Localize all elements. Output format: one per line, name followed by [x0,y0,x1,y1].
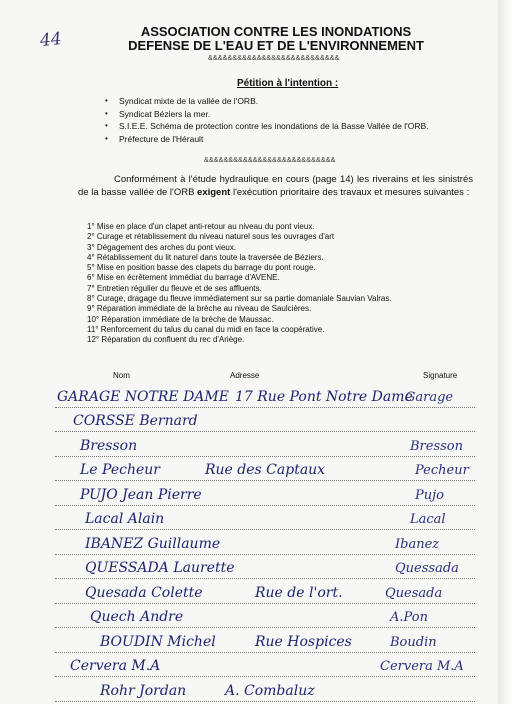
recipient-item: • Syndicat Béziers la mer. [105,108,429,121]
signer-name: Quesada Colette [85,584,203,601]
association-title: ASSOCIATION CONTRE LES INONDATIONS [140,24,412,39]
demand-item: 10° Réparation immédiate de la brèche de Maussac. [87,314,274,324]
signer-name: PUJO Jean Pierre [80,486,202,503]
signer-address: Rue de l'ort. [255,584,343,601]
recipient-item: • Préfecture de l'Hérault [105,133,429,146]
signature-table [55,383,475,702]
recipient-list [105,95,429,145]
demand-item: 2° Curage et rétablissement du niveau naturel sous les ouvrages d'art [87,232,335,242]
signer-name: IBANEZ Guillaume [85,535,221,552]
demand-item: 12° Réparation du confluent du rec d'Ariège. [87,335,245,345]
intro-text: Conformément à l'étude hydraulique en cours (page 14) les riverains et les sinistrés de la basse vallée de l'ORB [78,174,473,198]
signer-signature: A.Pon [390,610,428,625]
signer-row [55,555,475,580]
signer-row [55,457,475,482]
signer-signature: Boudin [390,634,437,650]
demand-item: 4° Rétablissement du lit naturel dans toute la traversée de Béziers. [87,252,324,262]
signer-row [55,506,475,531]
signer-name: Bresson [80,437,138,454]
section-separator: &&&&&&&&&&&&&&&&&&&&&&&&&&& [204,157,336,164]
intro-emphasis: exigent [197,187,231,198]
petition-intro [78,173,473,199]
demand-item: 6° Mise en écrêtement immédiat du barrage d'AVENE. [87,273,280,283]
column-header-nom: Nom [113,371,130,380]
signer-row [55,579,475,604]
signer-row [55,604,475,629]
demand-item: 11° Renforcement du talus du canal du midi en face la coopérative. [87,324,325,334]
demand-item: 3° Dégagement des arches du pont vieux. [87,242,237,252]
signer-signature: Ibanez [395,536,440,552]
signer-name: Lacal Alain [85,511,165,527]
signer-row [55,677,475,702]
signer-signature: Cervera M.A [380,659,464,674]
signer-signature: Pujo [415,487,444,503]
signer-name: BOUDIN Michel [100,633,216,650]
signer-row [55,383,475,408]
demand-item: 9° Réparation immédiate de la brèche au niveau de Saulcières. [87,304,312,314]
association-subtitle: DEFENSE DE L'EAU ET DE L'ENVIRONNEMENT [128,38,424,53]
demand-item: 5° Mise en position basse des clapets du barrage du pont rouge. [87,263,316,273]
demand-item: 1° Mise en place d'un clapet anti-retour au niveau du pont vieux. [87,222,315,231]
recipient-item: • Syndicat mixte de la vallée de l'ORB. [105,95,429,108]
demand-list [87,222,392,346]
scan-edge-shadow [498,0,512,704]
signer-signature: Bresson [410,438,464,454]
signer-name: Cervera M.A [70,658,161,674]
signer-name: Rohr Jordan [100,682,187,699]
signer-name: CORSSE Bernard [73,413,198,429]
signer-address: 17 Rue Pont Notre Dame [235,388,413,405]
header-separator: &&&&&&&&&&&&&&&&&&&&&&&&&&& [208,55,340,62]
column-header-signature: Signature [423,371,458,380]
signer-signature: Garage [405,389,454,405]
signer-signature: Lacal [410,512,446,527]
signer-address: A. Combaluz [225,682,315,699]
signer-row [55,530,475,555]
handwritten-margin-note: 44 [39,28,63,52]
signer-signature: Quesada [385,585,443,601]
signer-address: Rue des Captaux [205,462,326,478]
signer-signature: Pecheur [415,463,469,478]
signer-name: QUESSADA Laurette [85,560,235,576]
signer-row [55,432,475,457]
signer-name: Quech Andre [90,609,184,625]
signer-row [55,653,475,678]
signer-signature: Quessada [395,561,459,576]
signer-row [55,628,475,653]
demand-item: 8° Curage, dragage du fleuve immédiatement sur sa partie domaniale Sauvian Valras. [87,294,392,304]
signer-name: Le Pecheur [80,462,160,478]
signer-row [55,481,475,506]
signer-address: Rue Hospices [255,633,352,650]
column-header-adresse: Adresse [230,371,260,380]
petition-heading: Pétition à l'intention : [237,78,339,89]
recipient-item: • S.I.E.E. Schéma de protection contre les inondations de la Basse Vallée de l'ORB. [105,120,429,133]
signer-row [55,408,475,433]
demand-item: 7° Entretien régulier du fleuve et de ses affluents. [87,283,262,293]
signer-name: GARAGE NOTRE DAME [57,388,229,405]
intro-text-end: l'exécution prioritaire des travaux et mesures suivantes : [230,187,470,198]
